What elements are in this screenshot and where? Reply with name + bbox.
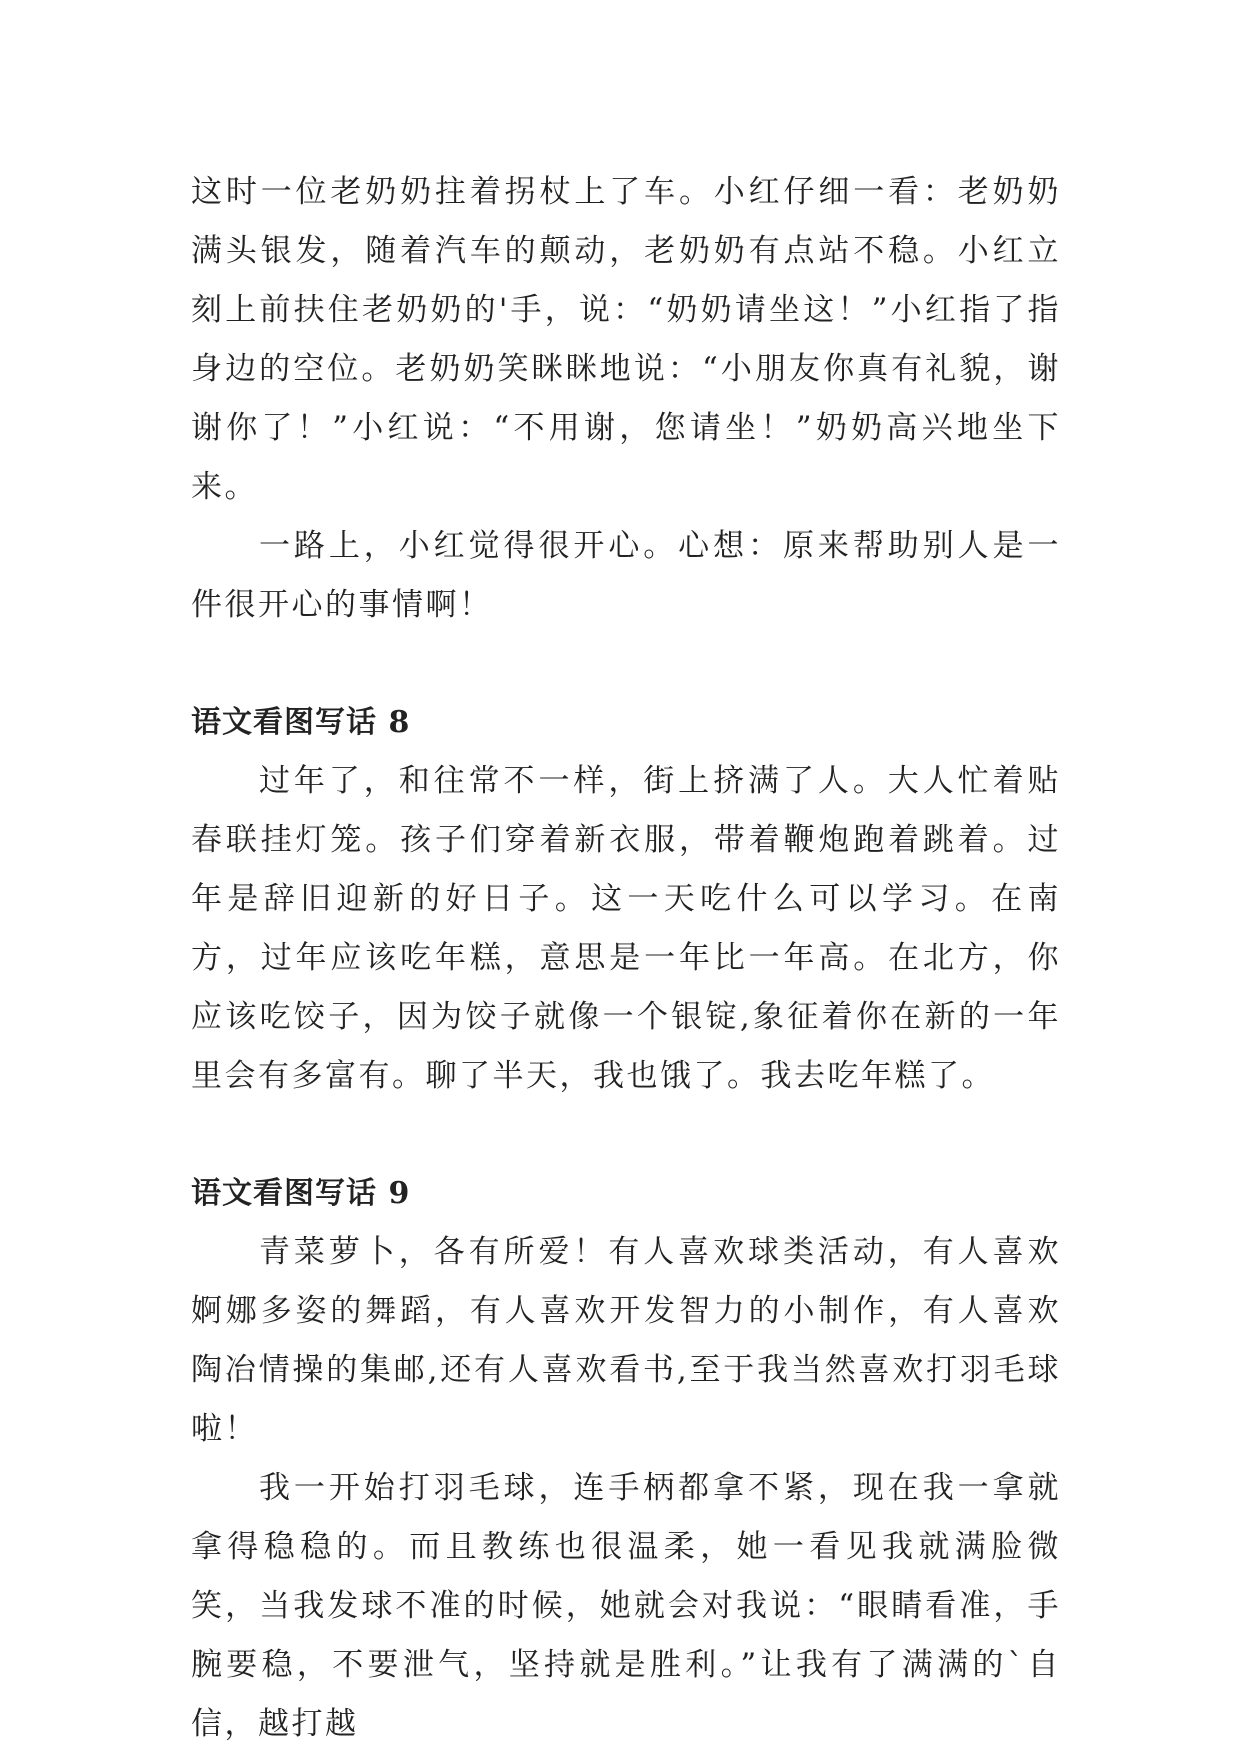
story-9-paragraph-2: 我一开始打羽毛球，连手柄都拿不紧，现在我一拿就拿得稳稳的。而且教练也很温柔，她一看见我就满脸微笑，当我发球不准的时候，她就会对我说：“眼睛看准，手腕要稳，不要泄气，坚持就是胜利。”让我有了满满的`自信，越打越 xyxy=(191,1470,1061,1742)
section-title-8: 语文看图写话 8 xyxy=(191,705,411,740)
document-body xyxy=(191,163,1061,1754)
story-7-paragraph-2: 一路上，小红觉得很开心。心想：原来帮助别人是一件很开心的事情啊！ xyxy=(191,528,1061,623)
story-9-paragraph-1: 青菜萝卜，各有所爱！有人喜欢球类活动，有人喜欢婀娜多姿的舞蹈，有人喜欢开发智力的小制作，有人喜欢陶冶情操的集邮,还有人喜欢看书,至于我当然喜欢打羽毛球啦！ xyxy=(191,1234,1061,1447)
story-8-paragraph-1: 过年了，和往常不一样，街上挤满了人。大人忙着贴春联挂灯笼。孩子们穿着新衣服，带着鞭炮跑着跳着。过年是辞旧迎新的好日子。这一天吃什么可以学习。在南方，过年应该吃年糕，意思是一年比一年高。在北方，你应该吃饺子，因为饺子就像一个银锭,象征着你在新的一年里会有多富有。聊了半天，我也饿了。我去吃年糕了。 xyxy=(191,763,1061,1094)
section-spacer xyxy=(191,635,1061,693)
story-7-paragraph-1: 这时一位老奶奶拄着拐杖上了车。小红仔细一看：老奶奶满头银发，随着汽车的颠动，老奶奶有点站不稳。小红立刻上前扶住老奶奶的'手，说：“奶奶请坐这！”小红指了指身边的空位。老奶奶笑眯眯地说：“小朋友你真有礼貌，谢谢你了！”小红说：“不用谢，您请坐！”奶奶高兴地坐下来。 xyxy=(191,174,1061,505)
section-spacer xyxy=(191,1106,1061,1164)
section-title-9: 语文看图写话 9 xyxy=(191,1176,411,1211)
